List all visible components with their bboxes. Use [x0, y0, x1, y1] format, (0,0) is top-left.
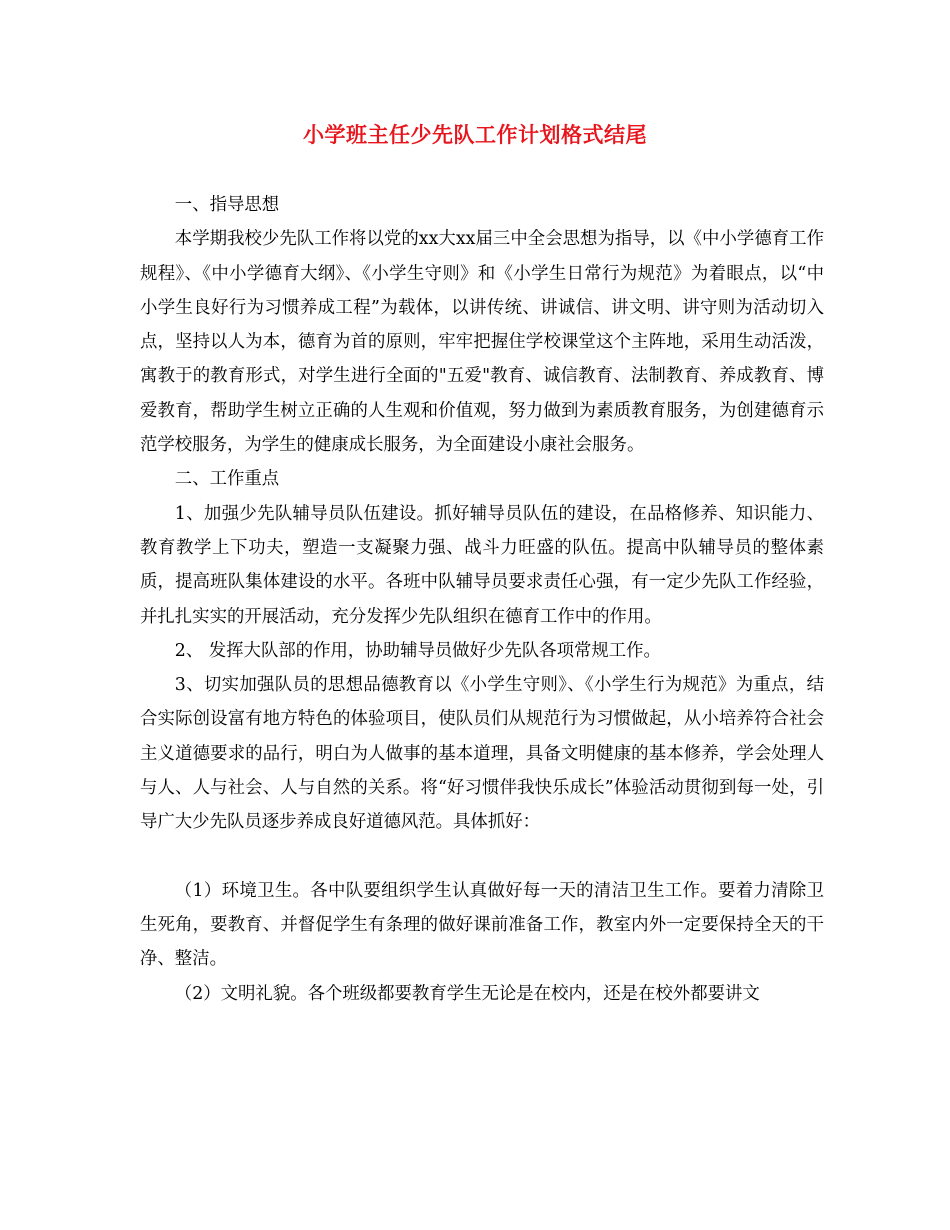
document-body — [140, 188, 824, 1011]
body-paragraph: 本学期我校少先队工作将以党的xx大xx届三中全会思想为指导，以《中小学德育工作规程》、《中小学德育大纲》、《小学生守则》和《小学生日常行为规范》为着眼点，以“中小学生良好行为习惯养成工程”为载体，以讲传统、讲诚信、讲文明、讲守则为活动切入点，坚持以人为本，德育为首的原则，牢牢把握住学校课堂这个主阵地，采用生动活泼，寓教于的教育形式，对学生进行全面的"五爱"教育、诚信教育、法制教育、养成教育、博爱教育，帮助学生树立正确的人生观和价值观，努力做到为素质教育服务，为创建德育示范学校服务，为学生的健康成长服务，为全面建设小康社会服务。 — [140, 229, 824, 456]
body-paragraph: 1、加强少先队辅导员队伍建设。抓好辅导员队伍的建设，在品格修养、知识能力、教育教学上下功夫，塑造一支凝聚力强、战斗力旺盛的队伍。提高中队辅导员的整体素质，提高班队集体建设的水平。各班中队辅导员要求责任心强，有一定少先队工作经验，并扎扎实实的开展活动，充分发挥少先队组织在德育工作中的作用。 — [140, 503, 824, 627]
body-paragraph: 2、 发挥大队部的作用，协助辅导员做好少先队各项常规工作。 — [174, 640, 661, 661]
body-paragraph: 3、切实加强队员的思想品德教育以《小学生守则》、《小学生行为规范》为重点，结合实际创设富有地方特色的体验项目，使队员们从规范行为习惯做起，从小培养符合社会主义道德要求的品行，明白为人做事的基本道理，具备文明健康的基本修养，学会处理人与人、人与社会、人与自然的关系。将“好习惯伴我快乐成长”体验活动贯彻到每一处，引导广大少先队员逐步养成良好道德风范。具体抓好： — [140, 675, 824, 833]
body-paragraph: （1）环境卫生。各中队要组织学生认真做好每一天的清洁卫生工作。要着力清除卫生死角，要教育、并督促学生有条理的做好课前准备工作，教室内外一定要保持全天的干净、整洁。 — [140, 880, 824, 970]
body-paragraph: （2）文明礼貌。各个班级都要教育学生无论是在校内，还是在校外都要讲文 — [174, 983, 760, 1004]
document-title: 小学班主任少先队工作计划格式结尾 — [303, 122, 647, 147]
section-heading: 二、工作重点 — [174, 469, 280, 490]
section-heading: 一、指导思想 — [174, 195, 280, 215]
